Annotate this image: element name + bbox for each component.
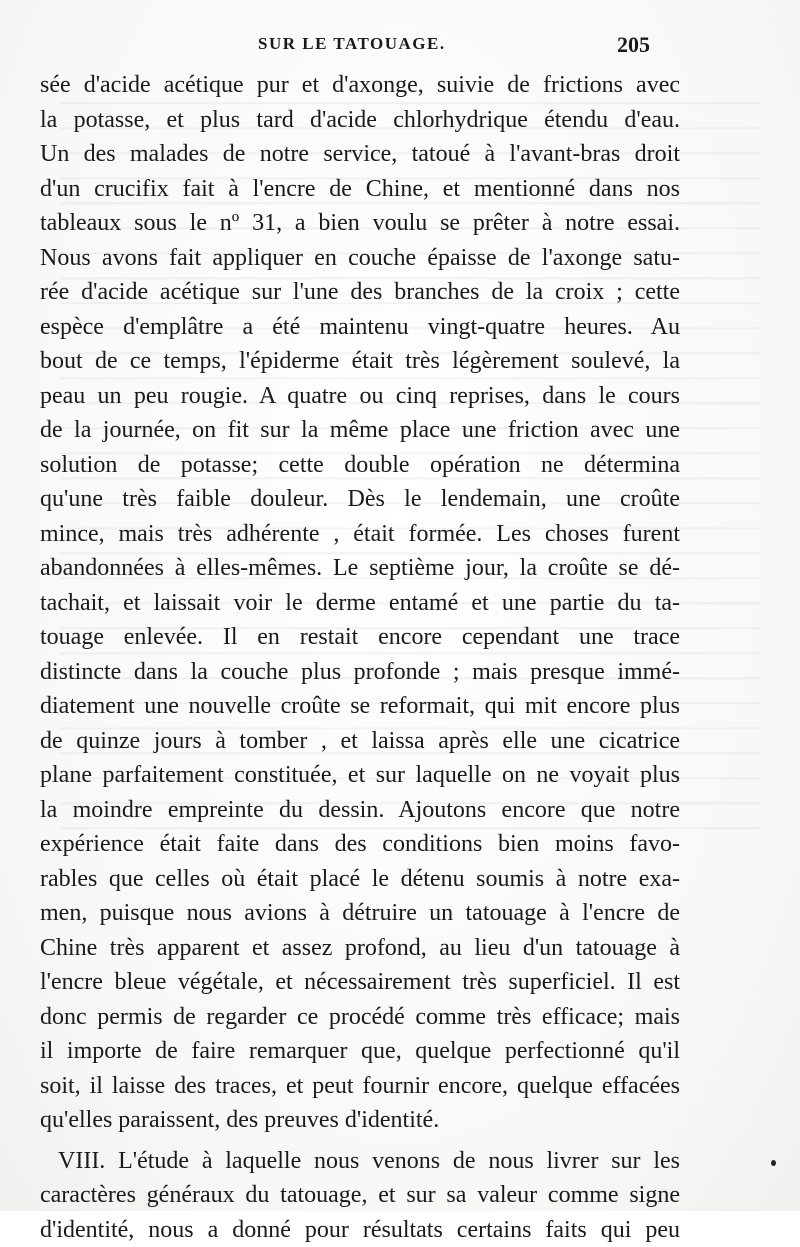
text-line: Nous avons fait appliquer en couche épaisse de l'axonge satu- [40, 241, 680, 276]
text-line: mince, mais très adhérente , était formée. Les choses furent [40, 517, 680, 552]
running-head: SUR LE TATOUAGE. [258, 34, 446, 54]
text-line: l'encre bleue végétale, et nécessairement très superficiel. Il est [40, 965, 680, 1000]
ink-speck [771, 1160, 776, 1166]
text-line: la moindre empreinte du dessin. Ajoutons encore que notre [40, 793, 680, 828]
text-line: rée d'acide acétique sur l'une des branches de la croix ; cette [40, 275, 680, 310]
text-line: expérience était faite dans des conditions bien moins favo- [40, 827, 680, 862]
page-number: 205 [617, 32, 650, 58]
text-line: d'identité, nous a donné pour résultats certains faits qui peu [40, 1213, 680, 1247]
text-line: Un des malades de notre service, tatoué à l'avant-bras droit [40, 137, 680, 172]
text-line: la potasse, et plus tard d'acide chlorhydrique étendu d'eau. [40, 103, 680, 138]
text-line: qu'une très faible douleur. Dès le lendemain, une croûte [40, 482, 680, 517]
text-line: caractères généraux du tatouage, et sur sa valeur comme signe [40, 1178, 680, 1213]
page-header [0, 32, 800, 62]
text-line: donc permis de regarder ce procédé comme très efficace; mais [40, 1000, 680, 1035]
text-line: d'un crucifix fait à l'encre de Chine, et mentionné dans nos [40, 172, 680, 207]
text-line: il importe de faire remarquer que, quelque perfectionné qu'il [40, 1034, 680, 1069]
text-line: peau un peu rougie. A quatre ou cinq reprises, dans le cours [40, 379, 680, 414]
text-line: rables que celles où était placé le détenu soumis à notre exa- [40, 862, 680, 897]
text-line: Chine très apparent et assez profond, au lieu d'un tatouage à [40, 931, 680, 966]
text-line: soit, il laisse des traces, et peut fournir encore, quelque effacées [40, 1069, 680, 1104]
text-line: plane parfaitement constituée, et sur laquelle on ne voyait plus [40, 758, 680, 793]
text-line: distincte dans la couche plus profonde ; mais presque immé- [40, 655, 680, 690]
text-line: men, puisque nous avions à détruire un tatouage à l'encre de [40, 896, 680, 931]
text-line: de la journée, on fit sur la même place une friction avec une [40, 413, 680, 448]
text-line: touage enlevée. Il en restait encore cependant une trace [40, 620, 680, 655]
paragraph-end-line: qu'elles paraissent, des preuves d'identité. [40, 1103, 680, 1138]
text-line: sée d'acide acétique pur et d'axonge, suivie de frictions avec [40, 68, 680, 103]
text-line: de quinze jours à tomber , et laissa après elle une cicatrice [40, 724, 680, 759]
body-text [40, 68, 680, 1247]
text-line: diatement une nouvelle croûte se reformait, qui mit encore plus [40, 689, 680, 724]
text-line: solution de potasse; cette double opération ne détermina [40, 448, 680, 483]
text-line: espèce d'emplâtre a été maintenu vingt-quatre heures. Au [40, 310, 680, 345]
text-line: abandonnées à elles-mêmes. Le septième jour, la croûte se dé- [40, 551, 680, 586]
section-start-line: VIII. L'étude à laquelle nous venons de nous livrer sur les [40, 1144, 680, 1179]
text-line: tableaux sous le nº 31, a bien voulu se prêter à notre essai. [40, 206, 680, 241]
text-line: tachait, et laissait voir le derme entamé et une partie du ta- [40, 586, 680, 621]
text-line: bout de ce temps, l'épiderme était très légèrement soulevé, la [40, 344, 680, 379]
